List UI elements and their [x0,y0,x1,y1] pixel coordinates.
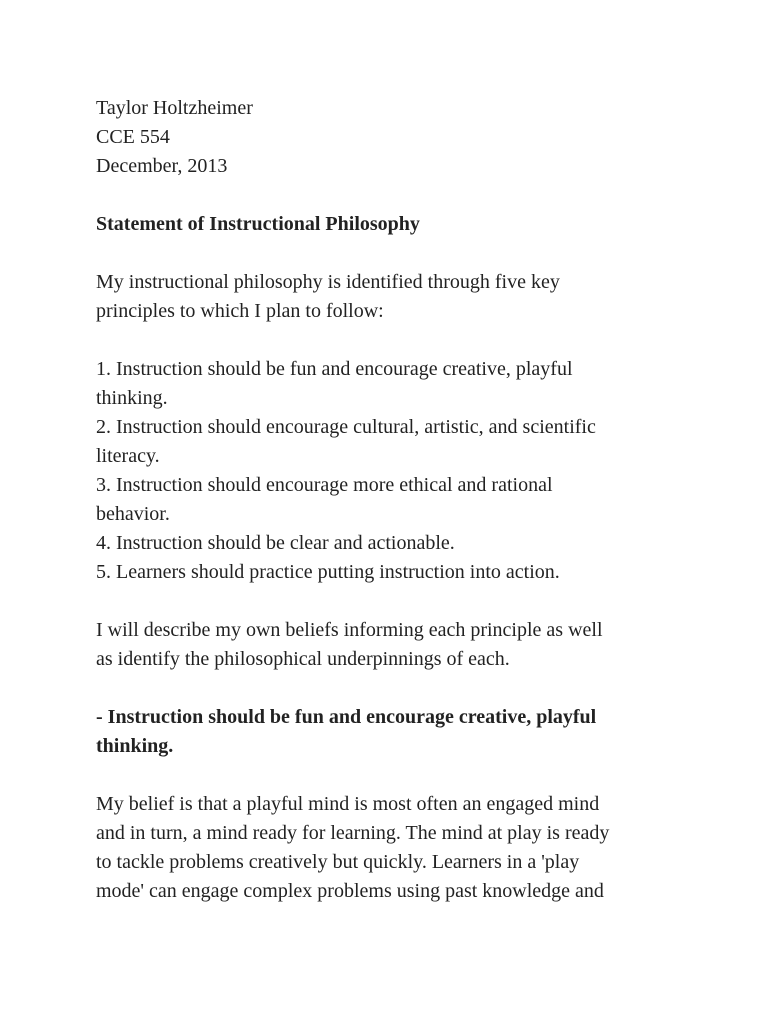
paragraph-line: My belief is that a playful mind is most often an engaged mind [96,793,600,815]
course-code: CCE 554 [96,126,170,148]
heading-line: - Instruction should be fun and encourage creative, playful [96,706,597,728]
paragraph-line: I will describe my own beliefs informing each principle as well [96,619,603,641]
list-item: 4. Instruction should be clear and actionable. [96,532,455,554]
paragraph-line: principles to which I plan to follow: [96,300,384,322]
spacer [96,181,668,210]
list-item: 5. Learners should practice putting instruction into action. [96,561,560,583]
describe-paragraph [96,616,668,674]
paragraph-line: and in turn, a mind ready for learning. The mind at play is ready [96,822,610,844]
list-item: thinking. [96,387,168,409]
header-block [96,94,668,181]
paragraph-line: as identify the philosophical underpinnings of each. [96,648,510,670]
spacer [96,761,668,790]
spacer [96,674,668,703]
list-item: 2. Instruction should encourage cultural, artistic, and scientific [96,416,596,438]
spacer [96,326,668,355]
list-item: 1. Instruction should be fun and encourage creative, playful [96,358,573,380]
paragraph-line: mode' can engage complex problems using past knowledge and [96,880,604,902]
paragraph-line: to tackle problems creatively but quickly. Learners in a 'play [96,851,580,873]
document-title: Statement of Instructional Philosophy [96,213,420,235]
spacer [96,239,668,268]
paragraph-line: My instructional philosophy is identified through five key [96,271,560,293]
list-item: 3. Instruction should encourage more ethical and rational [96,474,553,496]
heading-line: thinking. [96,735,174,757]
intro-paragraph [96,268,668,326]
author-name: Taylor Holtzheimer [96,97,253,119]
principles-list [96,355,668,587]
section-heading [96,703,668,761]
section-body-paragraph [96,790,668,906]
list-item: literacy. [96,445,160,467]
spacer [96,587,668,616]
list-item: behavior. [96,503,170,525]
document-date: December, 2013 [96,155,228,177]
